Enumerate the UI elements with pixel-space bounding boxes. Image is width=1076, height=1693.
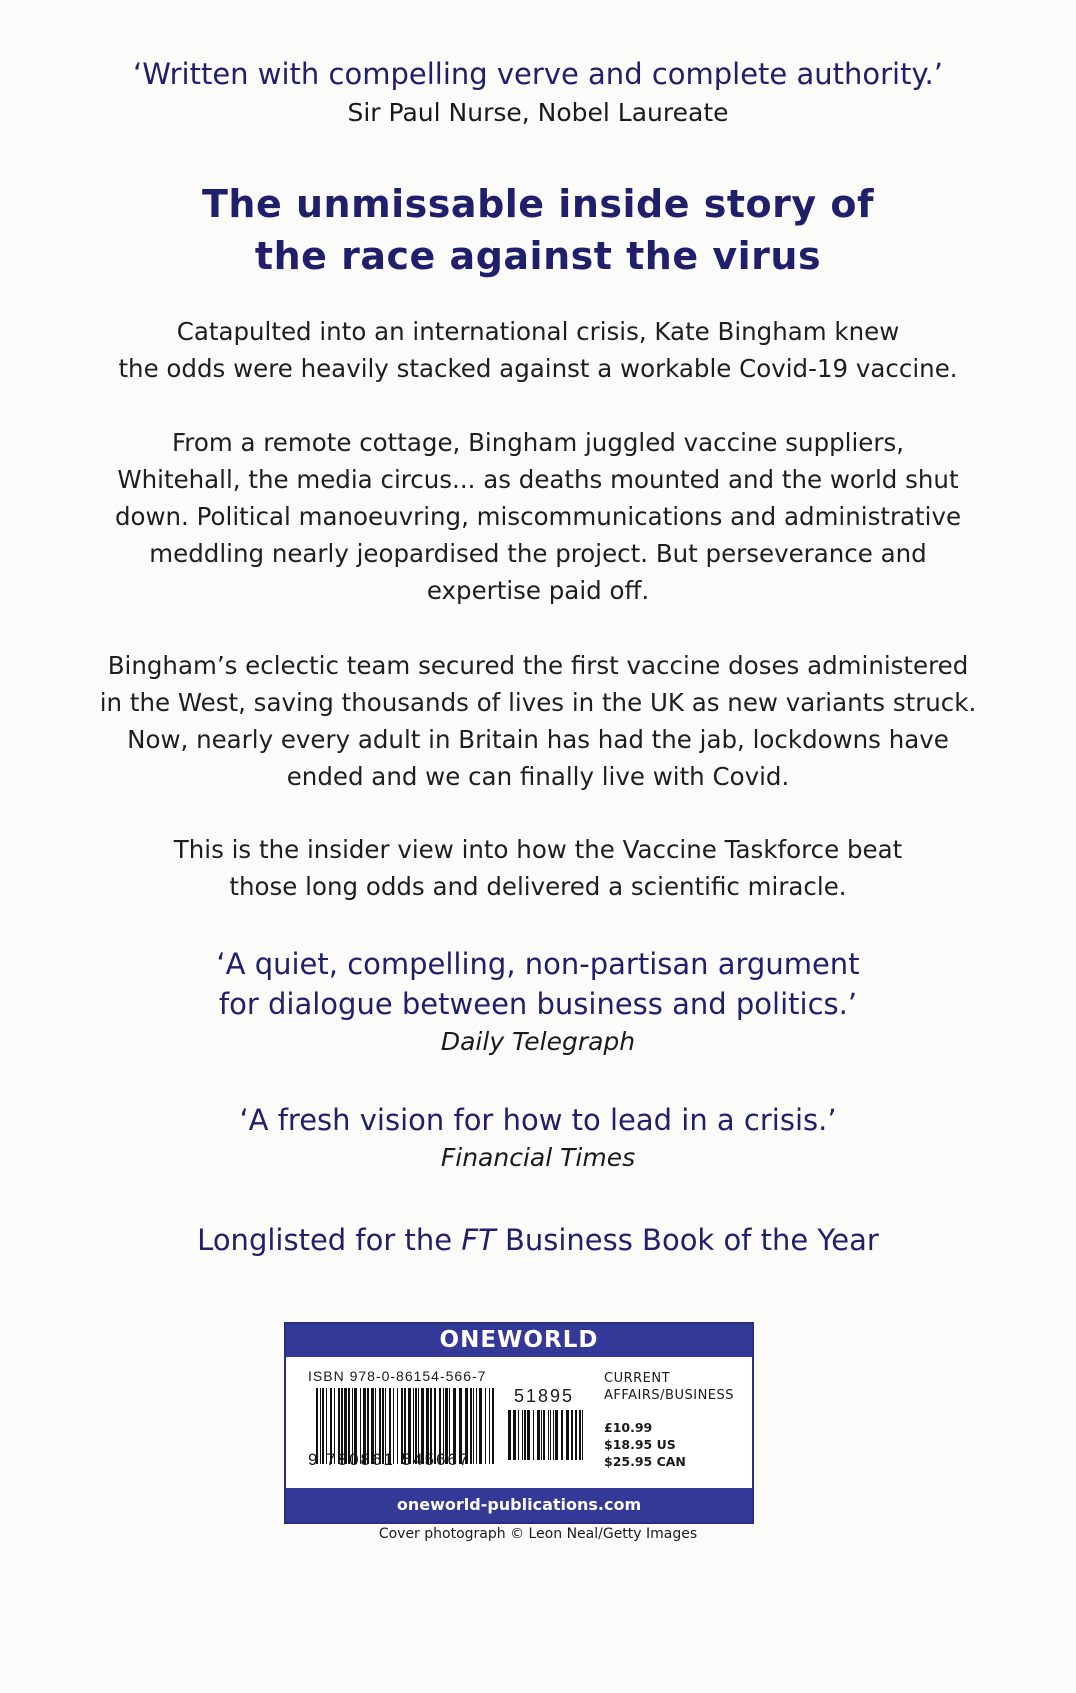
barcode-bar <box>492 1388 494 1464</box>
barcode-bar <box>522 1410 523 1460</box>
paragraph-4 <box>0 831 1076 905</box>
barcode-bar <box>518 1410 519 1460</box>
barcode-bar <box>485 1388 486 1464</box>
text-line: for dialogue between business and politics.’ <box>218 987 858 1021</box>
top-quote-attribution: Sir Paul Nurse, Nobel Laureate <box>347 98 729 127</box>
paragraph-2 <box>0 424 1076 609</box>
barcode-bar <box>548 1410 549 1460</box>
barcode-bar <box>579 1410 581 1460</box>
text: Longlisted for the <box>197 1223 462 1257</box>
barcode-bar <box>476 1388 477 1464</box>
price-can: $25.95 CAN <box>604 1454 686 1469</box>
barcode-bar <box>479 1388 482 1464</box>
text-line: those long odds and delivered a scientific miracle. <box>229 872 847 901</box>
barcode-bar <box>550 1410 551 1460</box>
text-line: in the West, saving thousands of lives in the UK as new variants struck. <box>99 688 977 717</box>
text-line: ‘A quiet, compelling, non-partisan argument <box>216 947 860 981</box>
text-line: ended and we can finally live with Covid. <box>286 762 790 791</box>
price-code: 51895 <box>514 1386 575 1406</box>
headline-line: The unmissable inside story of <box>201 182 874 226</box>
barcode-digits: 9 780861 545667 <box>308 1450 471 1469</box>
top-quote: ‘Written with compelling verve and complete authority.’ <box>133 57 943 91</box>
review-quote-1 <box>0 944 1076 1024</box>
longlist-note <box>0 1220 1076 1260</box>
text-line: Whitehall, the media circus... as deaths mounted and the world shut <box>117 465 959 494</box>
barcode-bar <box>561 1410 563 1460</box>
paragraph-3 <box>0 647 1076 795</box>
headline <box>0 178 1076 282</box>
review-source-2: Financial Times <box>440 1143 636 1172</box>
barcode-bar <box>575 1410 577 1460</box>
barcode-bar <box>541 1410 542 1460</box>
barcode-bar <box>524 1410 526 1460</box>
barcode-bar <box>489 1388 490 1464</box>
text-line: meddling nearly jeopardised the project. But perseverance and <box>149 539 927 568</box>
text-line: AFFAIRS/BUSINESS <box>604 1388 735 1403</box>
barcode-bar <box>553 1410 554 1460</box>
barcode-bar <box>533 1410 534 1460</box>
headline-line: the race against the virus <box>254 234 822 278</box>
barcode-bar <box>566 1410 569 1460</box>
text-line: expertise paid off. <box>426 576 650 605</box>
price-gbp: £10.99 <box>604 1420 653 1435</box>
barcode-bar <box>527 1410 530 1460</box>
prices <box>604 1419 686 1470</box>
barcode-bar <box>473 1388 474 1464</box>
text-line: the odds were heavily stacked against a workable Covid-19 vaccine. <box>118 354 958 383</box>
barcode-bar <box>582 1410 583 1460</box>
text-line: Bingham’s eclectic team secured the first vaccine doses administered <box>107 651 969 680</box>
review-quote-2: ‘A fresh vision for how to lead in a crisis.’ <box>239 1103 837 1137</box>
text-line: Catapulted into an international crisis, Kate Bingham knew <box>176 317 900 346</box>
barcode-bar <box>508 1410 511 1460</box>
paragraph-1 <box>0 313 1076 387</box>
price-us: $18.95 US <box>604 1437 676 1452</box>
isbn: ISBN 978-0-86154-566-7 <box>308 1368 487 1384</box>
barcode-bar <box>555 1410 558 1460</box>
review-source-1: Daily Telegraph <box>440 1027 636 1056</box>
text-line: Now, nearly every adult in Britain has had the jab, lockdowns have <box>127 725 949 754</box>
barcode-bar <box>513 1410 516 1460</box>
price-barcode <box>508 1410 586 1460</box>
website-link[interactable]: oneworld-publications.com <box>286 1488 752 1522</box>
barcode-bar <box>571 1410 573 1460</box>
text: Business Book of the Year <box>495 1223 879 1257</box>
barcode-bar <box>543 1410 545 1460</box>
barcode-bar <box>537 1410 540 1460</box>
publisher-logo: ONEWORLD <box>286 1324 752 1357</box>
text-line: From a remote cottage, Bingham juggled vaccine suppliers, <box>171 428 904 457</box>
text-line: down. Political manoeuvring, miscommunications and administrative <box>114 502 962 531</box>
category <box>604 1370 734 1404</box>
barcode-box <box>284 1322 754 1524</box>
text: FT <box>461 1223 496 1257</box>
text-line: This is the insider view into how the Vaccine Taskforce beat <box>173 835 903 864</box>
photo-credit: Cover photograph © Leon Neal/Getty Images <box>378 1526 698 1542</box>
text-line: CURRENT <box>604 1371 671 1386</box>
